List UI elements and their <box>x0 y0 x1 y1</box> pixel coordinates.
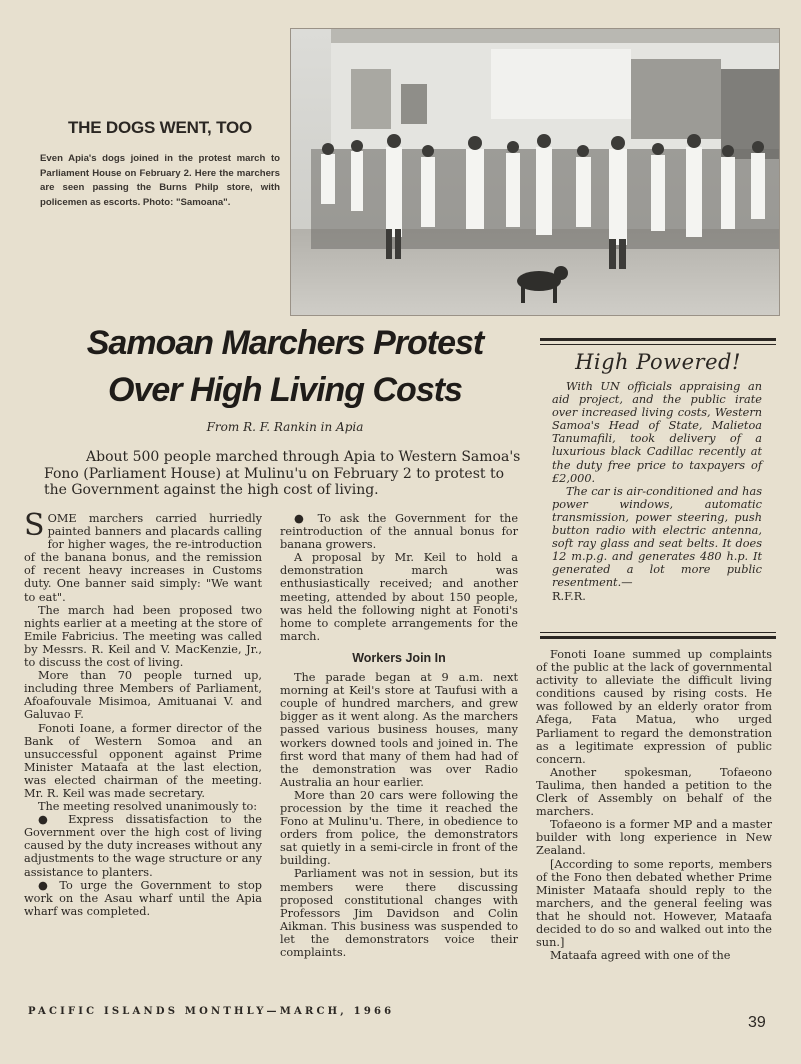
column3-paragraph: Mataafa agreed with one of the <box>550 949 731 963</box>
box-paragraph: With UN officials appraising an aid project, and the public irate over increased living costs, Western Samoa's Head of State, Malietoa Tanumafili, took delivery of a luxurious black Cadillac recently at the duty free price to taxpayers of £2,000. <box>552 380 762 485</box>
article-column-2 <box>280 512 518 959</box>
column3-paragraph: Another spokesman, Tofaeono Taulima, then handed a petition to the Clerk of Assembly on behalf of the marchers. <box>536 765 772 819</box>
column1-paragraph: Fonoti Ioane, a former director of the Bank of Western Somoa and an unsuccessful opponent against Prime Minister Mataafa at the last election, was elected chairman of the meeting. Mr. R. Keil was made secretary. <box>24 721 262 800</box>
column3-paragraph: [According to some reports, members of the Fono then debated whether Prime Minister Mataafa should reply to the marchers, and the general feeling was that he should not. However, Mataafa decided to do so and walked out into the sun.] <box>536 857 772 950</box>
column2-paragraph: More than 20 cars were following the procession by the time it reached the Fono at Mulinu'u. There, in obedience to orders from police, the demonstrators sat quietly in a semi-circle in front of the building. <box>280 788 518 868</box>
byline: From R. F. Rankin in Apia <box>206 420 364 434</box>
column1-paragraph: The march had been proposed two nights earlier at a meeting at the store of Emile Fabricius. The meeting was called by Messrs. R. Keil and V. MacKenzie, Jr., to discuss the cost of living. <box>24 603 262 670</box>
photo-caption <box>40 118 280 210</box>
lede-paragraph: About 500 people marched through Apia to Western Samoa's Fono (Parliament House) at Mulinu'u on February 2 to protest to the Government against the high cost of living. <box>44 449 521 498</box>
march-photo <box>290 28 780 316</box>
column1-paragraph: More than 70 people turned up, including three Members of Parliament, Afoafouvale Misimoa, Amituanai V. and Galuvao F. <box>24 669 262 722</box>
column1-bullet: ● Express dissatisfaction to the Government over the high cost of living caused by the duty increases without any adjustments to the wage structure or any assistance to planters. <box>24 813 262 879</box>
drop-cap: S <box>24 508 45 543</box>
sidebar-box-title: High Powered! <box>575 350 741 374</box>
column1-paragraph: OME marchers carried hurriedly painted banners and placards calling for higher wages, the re-introduction of the banana bonus, and the remission of recent heavy increases in Customs duty. One banner said simply: "We want to eat". <box>24 512 262 604</box>
box-bottom-rule-thick <box>540 636 776 639</box>
subheading: Workers Join In <box>352 650 446 665</box>
march-photo-image <box>291 29 779 315</box>
article-headline <box>40 320 530 414</box>
box-signature: R.F.R. <box>552 589 586 603</box>
column3-paragraph: Fonoti Ioane summed up complaints of the public at the lack of governmental activity to alleviate the difficult living conditions caused by rising costs. He was followed by an elderly orator from Afega, Fata Matua, who urged Parliament to regard the demonstration as a legitimate expression of public concern. <box>536 648 772 766</box>
caption-text: Even Apia's dogs joined in the protest march to Parliament House on February 2. Here the marchers are seen passing the Burns Philp store, with policemen as escorts. Photo: "Samoana". <box>40 153 280 208</box>
headline-line-2: Over High Living Costs <box>108 371 462 409</box>
column2-paragraph: The parade began at 9 a.m. next morning at Keil's store at Taufusi with a couple of hundred marchers, and grew bigger as it went along. As the marchers passed various business houses, many workers downed tools and joined in. The first word that many of them had had of the demonstration was over Radio Australia an hour earlier. <box>280 671 518 789</box>
caption-title: THE DOGS WENT, TOO <box>67 118 253 137</box>
box-top-rule-thick <box>540 338 776 341</box>
column2-paragraph: Parliament was not in session, but its members were there discussing proposed constitutional changes with Professors Jim Davidson and Colin Aikman. This business was suspended to let the demonstrators voice their complaints. <box>280 867 518 959</box>
article-column-1 <box>24 508 262 918</box>
box-top-rule-thin <box>540 344 776 345</box>
box-bottom-rule-thin <box>540 632 776 633</box>
headline-line-1: Samoan Marchers Protest <box>86 324 484 362</box>
column1-paragraph: The meeting resolved unanimously to: <box>38 800 258 814</box>
column3-paragraph: Tofaeono is a former MP and a master builder with long experience in New Zealand. <box>536 818 772 858</box>
article-column-3 <box>536 648 772 962</box>
sidebar-box-text <box>552 380 762 603</box>
column2-paragraph: A proposal by Mr. Keil to hold a demonstration march was enthusiastically received; and another meeting, attended by about 150 people, was held the following night at Fonoti's home to complete arrangements for the march. <box>280 551 518 643</box>
column1-bullet: ● To urge the Government to stop work on the Asau wharf until the Apia wharf was completed. <box>24 878 262 918</box>
column2-bullet: ● To ask the Government for the reintroduction of the annual bonus for banana growers. <box>280 512 518 552</box>
box-paragraph: The car is air-conditioned and has power windows, automatic transmission, power steering, push button radio with electric antenna, soft ray glass and seat belts. It does 12 m.p.g. and generates 480 h.p. It generated a lot more public resentment.— <box>552 484 762 590</box>
page-number: 39 <box>748 1014 766 1031</box>
page-footer: PACIFIC ISLANDS MONTHLY—MARCH, 1966 <box>28 1006 395 1017</box>
